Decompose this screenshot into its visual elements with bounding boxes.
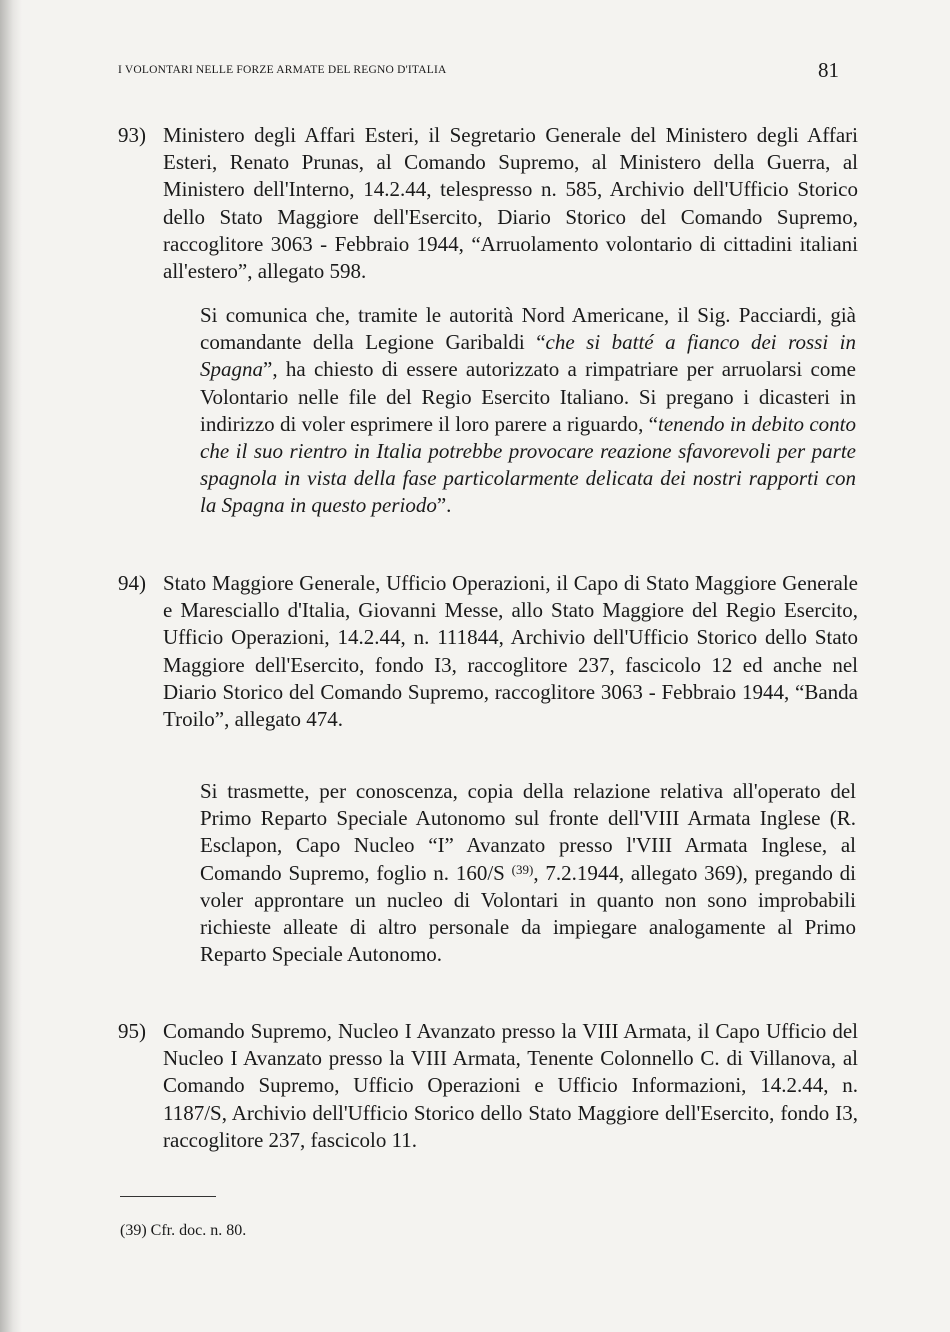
footnote-divider xyxy=(120,1196,216,1197)
note-citation: Ministero degli Affari Esteri, il Segretario Generale del Ministero degli Affari Esteri, Renato Prunas, al Comando Supremo, al Ministero della Guerra, al Ministero dell'Interno, 14.2.44, telespresso n. 585, Archivio dell'Ufficio Storico dello Stato Maggiore dell'Esercito, Diario Storico del Comando Supremo, raccoglitore 3063 - Febbraio 1944, “Arruolamento volontario di cittadini italiani all'estero”, allegato 598. xyxy=(163,123,858,284)
note-citation: Comando Supremo, Nucleo I Avanzato presso la VIII Armata, il Capo Ufficio del Nucleo I Avanzato presso la VIII Armata, Tenente Colonnello C. di Villanova, al Comando Supremo, Ufficio Operazioni e Ufficio Informazioni, 14.2.44, n. 1187/S, Archivio dell'Ufficio Storico dello Stato Maggiore dell'Esercito, fondo I3, raccoglitore 237, fascicolo 11. xyxy=(163,1019,858,1152)
note-entry-95 xyxy=(118,1018,858,1154)
quote-text: Si trasmette, per conoscenza, copia della relazione relativa all'operato del Primo Reparto Speciale Autonomo sul fronte dell'VIII Armata Inglese (R. Esclapon, Capo Nucleo “I” Avanzato presso l'VIII Armata Inglese, al Comando Supremo, foglio n. 160/S xyxy=(200,779,856,885)
quote-text: ”. xyxy=(436,493,452,518)
note-number: 94) xyxy=(118,571,146,595)
note-citation: Stato Maggiore Generale, Ufficio Operazioni, il Capo di Stato Maggiore Generale e Maresciallo d'Italia, Giovanni Messe, allo Stato Maggiore del Regio Esercito, Ufficio Operazioni, 14.2.44, n. 111844, Archivio dell'Ufficio Storico dello Stato Maggiore dell'Esercito, fondo I3, raccoglitore 237, fascicolo 12 ed anche nel Diario Storico del Comando Supremo, raccoglitore 3063 - Febbraio 1944, “Banda Troilo”, allegato 474. xyxy=(163,571,858,732)
note-number: 93) xyxy=(118,123,146,147)
page-edge-shadow xyxy=(0,0,22,1332)
note-number: 95) xyxy=(118,1019,146,1043)
note-entry-93 xyxy=(118,122,858,285)
note-quote-93 xyxy=(200,302,856,520)
quote-italic: tenendo in debito conto che il suo rientro in Italia potrebbe provocare reazione sfavorevoli per parte spagnola in vista della fase particolarmente delicata dei nostri rapporti con la Spagna in questo periodo xyxy=(200,411,856,518)
quote-text: Si comunica che, tramite le autorità Nord Americane, il Sig. Pacciardi, già comandante della Legione Garibaldi “ xyxy=(200,303,856,355)
quote-text: ”, ha chiesto di essere autorizzato a rimpatriare per arruolarsi come Volontario nelle file del Regio Esercito Italiano. Si pregano i dicasteri in indirizzo di voler esprimere il loro parere a riguardo, “ xyxy=(200,357,856,436)
footnote-reference: (39) xyxy=(511,861,534,877)
note-quote-94 xyxy=(200,778,856,968)
note-entry-94 xyxy=(118,570,858,733)
quote-italic: che si batté a fianco dei rossi in Spagna xyxy=(200,330,856,382)
page-number: 81 xyxy=(818,58,839,82)
running-header: I VOLONTARI NELLE FORZE ARMATE DEL REGNO D'ITALIA xyxy=(118,64,447,76)
footnote: (39) Cfr. doc. n. 80. xyxy=(120,1222,247,1239)
quote-text: , 7.2.1944, allegato 369), pregando di voler approntare un nucleo di Volontari in quanto non sono improbabili richieste alleate di altro personale da impiegare analogamente al Primo Reparto Speciale Autonomo. xyxy=(200,860,856,967)
